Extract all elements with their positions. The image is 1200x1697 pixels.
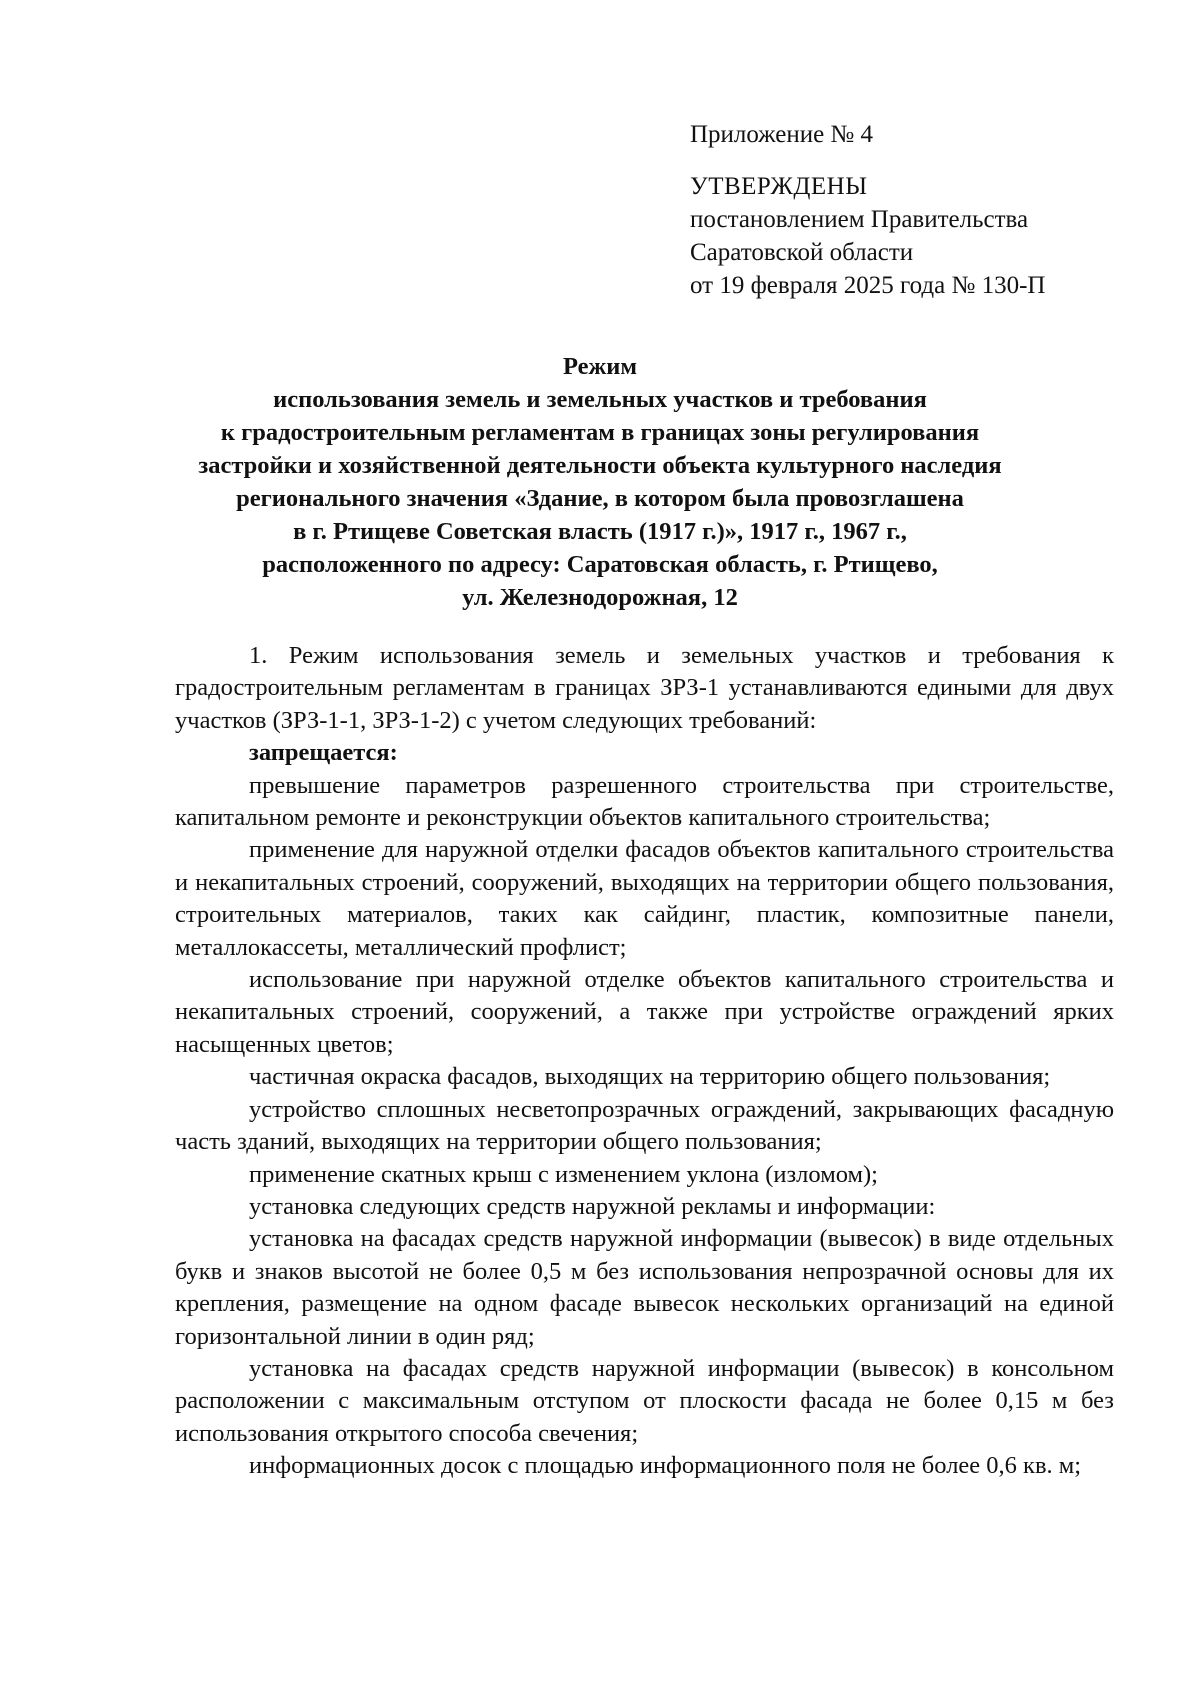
title-line: застройки и хозяйственной деятельности объекта культурного наследия (198, 452, 1002, 479)
body-paragraph: информационных досок с площадью информационного поля не более 0,6 кв. м; (249, 1452, 1082, 1480)
body-paragraph: использование при наружной отделке объектов капитального строительства и некапитальных строений, сооружений, а также при устройстве ограждений ярких насыщенных цветов; (175, 966, 1114, 1058)
body-paragraph: частичная окраска фасадов, выходящих на территорию общего пользования; (249, 1063, 1051, 1091)
document-title (140, 350, 1060, 614)
title-line: расположенного по адресу: Саратовская область, г. Ртищево, (262, 551, 938, 578)
document-body (175, 640, 1114, 1483)
approval-line-3: от 19 февраля 2025 года № 130-П (690, 272, 1046, 299)
title-line: Режим (562, 353, 638, 380)
body-paragraph: устройство сплошных несветопрозрачных ограждений, закрывающих фасадную часть зданий, выходящих на территории общего пользования; (175, 1095, 1114, 1156)
body-paragraph: 1. Режим использования земель и земельных участков и требования к градостроительным регламентам в границах ЗРЗ-1 устанавливаются едиными для двух участков (ЗРЗ-1-1, ЗРЗ-1-2) с учетом следующих требований: (175, 642, 1114, 734)
body-paragraph: превышение параметров разрешенного строительства при строительстве, капитальном ремонте и реконструкции объектов капитального строительства; (175, 771, 1114, 832)
body-paragraph: установка следующих средств наружной рекламы и информации: (249, 1192, 936, 1220)
body-paragraph: применение для наружной отделки фасадов объектов капитального строительства и некапитальных строений, сооружений, выходящих на территории общего пользования, строительных материалов, таких как сайдинг, пластик, композитные панели, металлокассеты, металлический профлист; (175, 836, 1114, 961)
title-line: ул. Железнодорожная, 12 (462, 584, 738, 611)
approval-line-2: Саратовской области (690, 239, 914, 266)
approval-line-1: постановлением Правительства (690, 206, 1029, 233)
title-line: к градостроительным регламентам в границах зоны регулирования (220, 419, 980, 446)
body-paragraph: установка на фасадах средств наружной информации (вывесок) в консольном расположении с максимальным отступом от плоскости фасада не более 0,15 м без использования открытого способа свечения; (175, 1354, 1114, 1447)
approval-block (690, 118, 1160, 302)
approved-heading: УТВЕРЖДЕНЫ (690, 173, 868, 200)
body-paragraph: применение скатных крыш с изменением уклона (изломом); (249, 1160, 878, 1188)
title-line: в г. Ртищеве Советская власть (1917 г.)», 1917 г., 1967 г., (293, 518, 907, 545)
annex-number: Приложение № 4 (690, 121, 874, 148)
prohibited-heading: запрещается: (249, 739, 398, 767)
title-line: использования земель и земельных участков и требования (273, 386, 927, 413)
body-paragraph: установка на фасадах средств наружной информации (вывесок) в виде отдельных букв и знаков высотой не более 0,5 м без использования непрозрачной основы для их крепления, размещение на одном фасаде вывесок нескольких организаций на единой горизонтальной линии в один ряд; (175, 1225, 1114, 1350)
title-line: регионального значения «Здание, в котором была провозглашена (236, 485, 964, 512)
